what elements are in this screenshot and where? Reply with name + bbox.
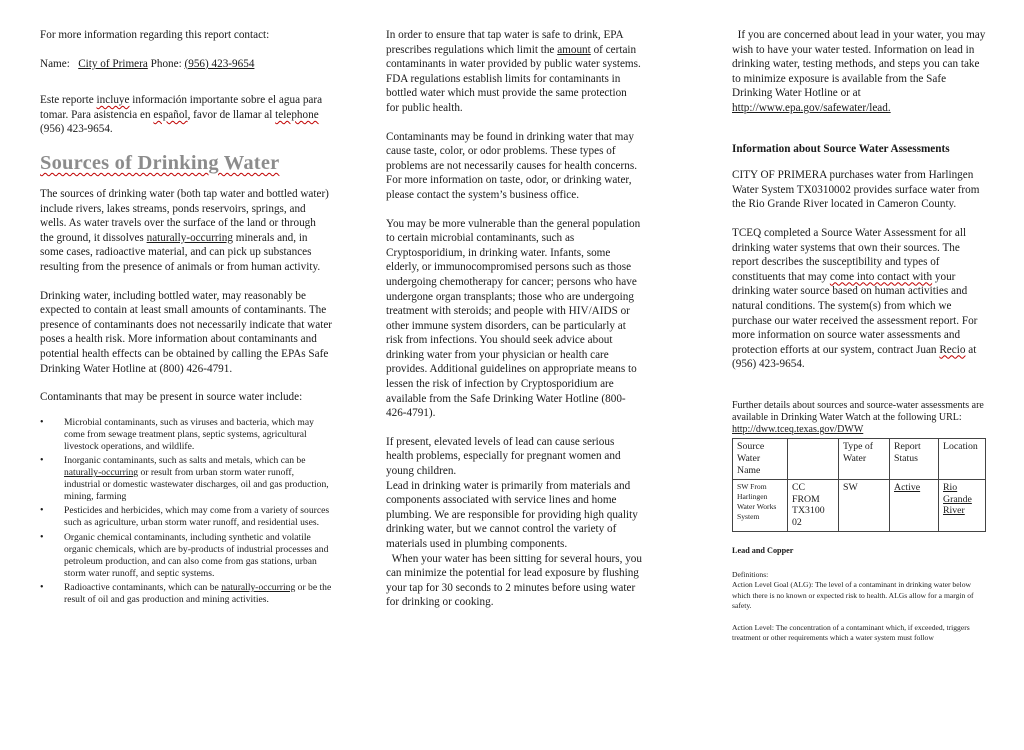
epa-text-a: In order to ensure that tap water is safe to drink, EPA prescribes regulations which limit the [386,29,623,56]
sources-text-a: The sources of drinking water (both tap water and bottled water) include rivers, lakes streams, ponds reservoirs, springs, and wells. As water travels over the surface of the land or through the ground, it dissolves [40,187,329,244]
bottled-water-paragraph: Drinking water, including bottled water, may reasonably be expected to contain at least small amounts of contaminants. The presence of contaminants does not necessarily indicate that water poses a health risk. More information about contaminants and potential health effects can be obtained by calling the EPAs Safe Drinking Water Hotline at (800) 426-4791. [40,289,333,375]
recio-term: Recio [939,343,966,356]
phone-value: (956) 423-9654 [184,57,255,70]
cell-cc-from: CC FROM TX3100 02 [788,479,839,531]
phone-label: Phone: [150,57,182,70]
tceq-text-c: at (956) 423-9654. [732,343,977,371]
list-item-organic: • Organic chemical contaminants, including synthetic and volatile organic chemicals, which are by-products of industrial processes and petroleum production, and can also come from gas stations, urban storm water runoff, and septic systems. [40,532,332,580]
column-middle [386,28,645,624]
tceq-assessment-paragraph [732,226,988,372]
inorganic-text-b: or result from urban storm water runoff, industrial or domestic wastewater discharges, oil and gas production, mining, farming [64,467,329,503]
naturally-occurring-term: naturally-occurring [146,231,233,244]
contaminants-intro: Contaminants that may be present in source water include: [40,391,303,404]
tceq-text-a: TCEQ completed a Source Water Assessment for all drinking water systems that own their sources. The report describes the susceptibility and types of constituents that may [732,226,967,283]
lead-testing-paragraph [732,28,988,116]
header-location: Location [939,439,986,479]
list-item-microbial: • Microbial contaminants, such as viruses and bacteria, which may come from sewage treatment plans, septic systems, agricultural livestock operations, and wildlife. [40,417,332,453]
spanish-paragraph [40,93,332,137]
epa-text-b: of certain contaminants in water provided by public water systems. FDA regulations establish limits for contaminants in bottled water which must provide the same protection for public health. [386,43,641,114]
action-level-definition: Action Level: The concentration of a contaminant which, if exceeded, triggers treatment or other requirements which a water system must follow [732,623,970,643]
column-right [732,28,988,649]
epa-lead-link[interactable]: http://www.epa.gov/safewater/lead. [732,101,891,114]
cell-type: SW [839,479,890,531]
header-report-status: Report Status [890,439,939,479]
come-into-contact-term: come into contact with [829,270,933,283]
radioactive-text-b: or be the result of oil and gas production and mining activities. [64,581,332,605]
taste-odor-paragraph: Contaminants may be found in drinking water that may cause taste, color, or odor problems. These types of problems are not necessarily causes for health concerns. For more information on taste, odor, or drinking water, please contact the system’s business office. [386,130,637,201]
lead-copper-section [732,546,988,643]
dww-link[interactable]: http://dww.tceq.texas.gov/DWW [732,424,864,436]
spanish-telephone: telephone [275,108,319,121]
tceq-text-b: your drinking water source based on human activities and natural conditions. The system(s) from which we purchase our water received the assessment report. For more information on source water assessments and protection efforts at our system, contract Juan [732,270,978,356]
column-left [40,28,332,608]
radioactive-term: naturally-occurring [221,581,296,593]
list-item-pesticides: • Pesticides and herbicides, which may come from a variety of sources such as agriculture, urban storm water runoff, and residential uses. [40,505,332,529]
sources-text-b: minerals and, in some cases, radioactive material, and can pick up substances resulting from the presence of animals or from human activity. [40,231,321,273]
list-item-inorganic [40,455,332,503]
definitions-label: Definitions: [732,570,769,580]
lead-intro-paragraph: If present, elevated levels of lead can cause serious health problems, especially for pregnant women and young children. [386,435,621,478]
dww-paragraph [732,400,988,437]
inorganic-term: naturally-occurring [64,467,139,479]
flushing-paragraph: When your water has been sitting for several hours, you can minimize the potential for lead exposure by flushing your tap for 30 seconds to 2 minutes before using water for drinking or cooking. [386,552,645,609]
name-label: Name: [40,57,70,70]
sources-paragraph [40,187,332,275]
cell-location: Rio Grande River [939,479,986,531]
spanish-espanol: español [153,108,188,121]
primera-source-paragraph: CITY OF PRIMERA purchases water from Harlingen Water System TX0310002 provides surface water from the Rio Grande River located in Cameron County. [732,169,980,211]
amount-term: amount [557,43,591,56]
name-value: City of Primera [78,57,148,70]
lead-copper-heading: Lead and Copper [732,546,794,556]
spanish-text-c: , favor de llamar al [187,108,276,121]
header-blank [788,439,839,479]
source-assessment-heading: Information about Source Water Assessments [732,142,950,155]
epa-regulations-paragraph [386,28,642,116]
spanish-text-a: Este reporte [40,94,97,107]
contact-intro: For more information regarding this report contact: [40,29,270,41]
spanish-text-d: (956) 423-9654. [40,123,113,136]
header-source-water-name: Source Water Name [733,439,788,479]
lead-source-paragraph: Lead in drinking water is primarily from materials and components associated with service lines and home plumbing. We are responsible for providing high quality drinking water, but we cannot control the variety of materials used in plumbing components. [386,479,638,550]
alg-definition: Action Level Goal (ALG): The level of a contaminant in drinking water below which there is no known or expected risk to health. ALGs allow for a margin of safety. [732,580,974,610]
dww-text: Further details about sources and source-water assessments are available in Drinking Water Watch at the following URL: [732,399,984,424]
table-row [733,479,986,531]
source-water-table [732,438,986,532]
contaminants-list [40,417,332,606]
sources-heading: Sources of Drinking Water [40,151,280,174]
spanish-incluye: incluye [96,94,130,107]
cell-status: Active [890,479,939,531]
header-type-of-water: Type of Water [839,439,890,479]
table-header-row [733,439,986,479]
inorganic-text-a: Inorganic contaminants, such as salts and metals, which can be [64,454,306,466]
spanish-text-b: información importante sobre el agua para tomar. Para asistencia en [40,94,323,121]
contact-line [40,57,332,72]
lead-testing-text: If you are concerned about lead in your water, you may wish to have your water tested. Information on lead in drinking water, testing methods, and steps you can take to minimize exposure is available from the Safe Drinking Water Hotline or at [732,29,989,100]
cell-source-name: SW From Harlingen Water Works System [733,479,788,531]
radioactive-text-a: Radioactive contaminants, which can be [64,581,222,593]
list-item-radioactive [40,582,332,606]
vulnerable-paragraph: You may be more vulnerable than the general population to certain microbial contaminants, such as Cryptosporidium, in drinking water. Infants, some elderly, or immunocompromised persons such as those undergoing chemotherapy for cancer; persons who have undergone organ transplants; those who are undergoing treatment with steroids; and people with HIV/AIDS or other immune system disorders, can be particularly at risk from infections. You should seek advice about drinking water from your physician or health care provides. Additional guidelines on appropriate means to lessen the risk of infection by Cryptosporidium are available from the Safe Drinking Water Hotline (800-426-4791). [386,217,641,420]
